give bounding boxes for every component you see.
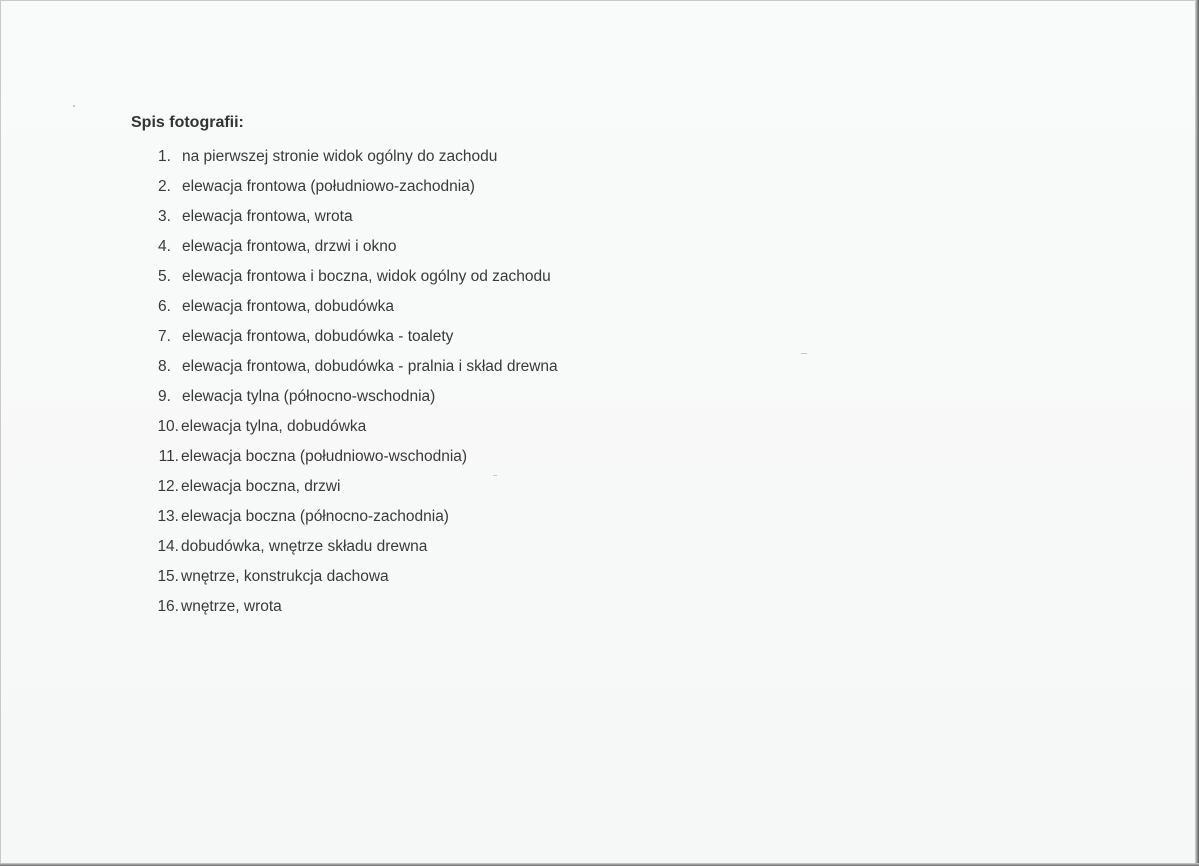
item-number: 10. (157, 418, 179, 435)
list-item (131, 352, 558, 382)
item-number: 4. (158, 238, 171, 255)
list-item (131, 322, 558, 352)
item-number: 5. (158, 268, 171, 285)
item-number: 1. (158, 148, 171, 165)
item-text: elewacja frontowa, dobudówka (182, 298, 394, 315)
item-number: 12. (157, 478, 179, 495)
item-text: elewacja tylna (północno-wschodnia) (182, 388, 436, 405)
item-number: 6. (158, 298, 171, 315)
item-text: wnętrze, konstrukcja dachowa (181, 568, 389, 585)
scan-speck (801, 353, 807, 354)
item-number: 13. (157, 508, 179, 525)
scan-right-edge (1195, 0, 1199, 866)
list-item (131, 202, 558, 232)
item-text: wnętrze, wrota (181, 598, 282, 615)
item-text: elewacja frontowa i boczna, widok ogólny od zachodu (182, 268, 551, 285)
item-number: 2. (158, 178, 171, 195)
list-item (131, 412, 558, 442)
list-item (131, 382, 558, 412)
item-number: 9. (158, 388, 171, 405)
item-text: elewacja frontowa, dobudówka - pralnia i skład drewna (182, 358, 558, 375)
photo-list (131, 142, 558, 622)
list-item (131, 232, 558, 262)
item-text: elewacja boczna (północno-zachodnia) (181, 508, 449, 525)
list-item (131, 142, 558, 172)
list-item (131, 592, 558, 622)
list-item (131, 532, 558, 562)
item-text: elewacja boczna, drzwi (181, 478, 341, 495)
list-item (131, 172, 558, 202)
item-text: elewacja boczna (południowo-wschodnia) (181, 448, 468, 465)
item-number: 15. (157, 568, 179, 585)
item-text: elewacja frontowa, wrota (182, 208, 353, 225)
photo-list-section (131, 113, 558, 622)
list-item (131, 472, 558, 502)
list-item (131, 562, 558, 592)
scan-speck (73, 105, 75, 107)
item-number: 14. (157, 538, 179, 555)
item-text: elewacja frontowa, drzwi i okno (182, 238, 397, 255)
item-number: 8. (158, 358, 171, 375)
item-number: 16. (157, 598, 179, 615)
list-title: Spis fotografii: (131, 114, 244, 131)
scan-speck (493, 475, 497, 476)
item-number: 3. (158, 208, 171, 225)
item-text: dobudówka, wnętrze składu drewna (181, 538, 428, 555)
item-number: 7. (158, 328, 171, 345)
list-item (131, 502, 558, 532)
list-item (131, 292, 558, 322)
item-text: elewacja frontowa, dobudówka - toalety (182, 328, 454, 345)
item-number: 11. (158, 448, 179, 465)
list-item (131, 262, 558, 292)
item-text: na pierwszej stronie widok ogólny do zachodu (182, 148, 498, 165)
item-text: elewacja frontowa (południowo-zachodnia) (182, 178, 475, 195)
list-item (131, 442, 558, 472)
item-text: elewacja tylna, dobudówka (181, 418, 367, 435)
